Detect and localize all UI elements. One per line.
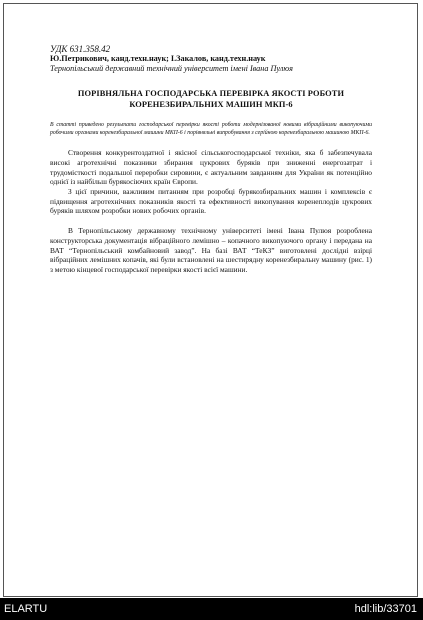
document-page (50, 44, 372, 275)
body-paragraph: Створення конкурентоздатної і якісної сільськогосподарської техніки, яка б забезпечувала високі агротехнічні показники збирання цукрових буряків при зниженні енергозатрат і трудомісткості подальшої переробки сировини, є актуальним завданням для України як потенційно однієї із найбільш бурякосіючих країн Європи. (50, 148, 372, 187)
authors-line: Ю.Петрикович, канд.техн.наук; І.Закалов, канд.техн.наук (50, 54, 266, 63)
affiliation-line: Тернопільський державний технічний університет імені Івана Пулюя (50, 64, 293, 73)
body-paragraph: В Тернопільському державному технічному університеті імені Івана Пулюя розроблена конструкторська документація вібраційного лемішно – копачного викопуючого органу і передана на ВАТ “Тернопільський комбайновий завод”. На базі ВАТ “ТеКЗ” виготовлені дослідні взірці вібраційних лемішних копачів, які були встановлені на шестирядну коренезбиральну машину (рис. 1) з метою кінцевої господарської перевірки якості всієї машини. (50, 226, 372, 274)
body-paragraph: З цієї причини, важливим питанням при розробці бурякозбиральних машин і комплексів є підвищення агротехнічних показників якості та ефективності викопування коренеплодів цукрових буряків шляхом розробки нових робочих органів. (50, 187, 372, 216)
handle-identifier[interactable]: hdl:lib/33701 (354, 603, 417, 615)
article-title: ПОРІВНЯЛЬНА ГОСПОДАРСЬКА ПЕРЕВІРКА ЯКОСТІ РОБОТИ КОРЕНЕЗБИРАЛЬНИХ МАШИН МКП-6 (77, 89, 345, 109)
abstract: В статті приведено результати господарської перевірки якості роботи модернізованої новими вібраційними викопуючими робочими органами коренезбиральної машини МКП-6 і порівняльні випробування з серійною коренезбиральною машиною МКП-6. (50, 122, 372, 136)
repository-brand: ELARTU (4, 603, 48, 615)
udc-code: УДК 631.358.42 (50, 44, 111, 54)
repository-footer-bar (0, 598, 423, 620)
